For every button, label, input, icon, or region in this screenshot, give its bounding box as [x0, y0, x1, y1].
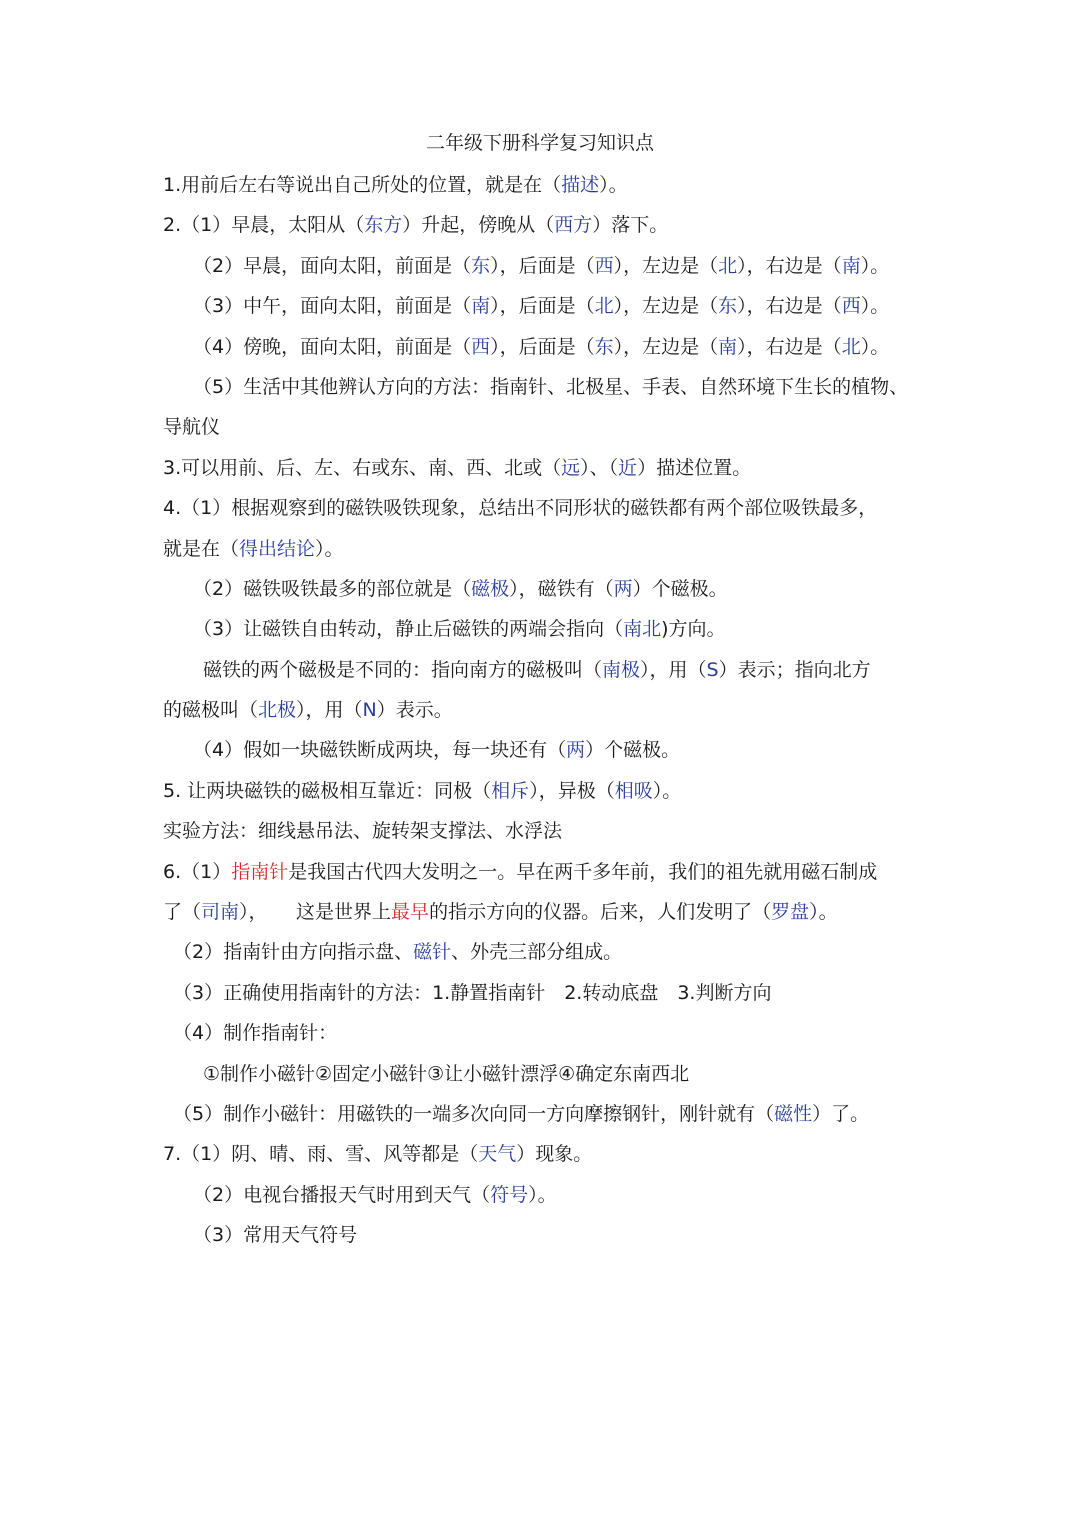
line-text: （5）生活中其他辨认方向的方法：指南针、北极星、手表、自然环境下生长的植物、	[193, 375, 909, 398]
line-text: （5）制作小磁针：用磁铁的一端多次向同一方向摩擦钢针，刚针就有（	[173, 1102, 775, 1125]
text-line	[0, 250, 1080, 290]
answer-text: 两	[613, 577, 633, 600]
answer-text: 东	[471, 254, 491, 277]
answer-text: 东方	[364, 214, 403, 237]
line-text: 6.（1）	[163, 860, 232, 883]
line-text: （4）傍晚，面向太阳，前面是（	[193, 335, 472, 358]
answer-text: 罗盘	[771, 901, 810, 924]
text-line	[0, 1017, 1080, 1057]
document-title: 二年级下册科学复习知识点	[425, 132, 654, 154]
line-text: 3.可以用前、后、左、右或东、南、西、北或（	[163, 456, 562, 479]
line-text: （3）让磁铁自由转动，静止后磁铁的两端会指向（	[193, 618, 624, 641]
line-text: )方向。	[661, 618, 726, 641]
line-text: （3）中午，面向太阳，前面是（	[193, 295, 472, 318]
text-line	[0, 694, 1080, 734]
line-text: 的磁极叫（	[163, 699, 259, 722]
answer-text: 两	[566, 739, 586, 762]
line-text: ）。	[652, 779, 682, 802]
line-text: （3）正确使用指南针的方法：1.静置指南针 2.转动底盘 3.判断方向	[173, 981, 772, 1004]
text-line	[0, 290, 1080, 330]
answer-text: 南	[841, 254, 861, 277]
line-text: ）表示；指向北方	[718, 658, 871, 681]
text-line	[0, 856, 1080, 896]
document-body	[0, 169, 1080, 1260]
answer-text: 符号	[490, 1183, 529, 1206]
text-line	[0, 896, 1080, 936]
text-line	[0, 977, 1080, 1017]
line-text: ），左边是（	[613, 295, 719, 318]
line-text: ）。	[528, 1183, 557, 1206]
line-text: ）。	[315, 537, 344, 560]
line-text: ）。	[599, 174, 628, 196]
answer-text: 南极	[602, 658, 641, 681]
text-line	[0, 936, 1080, 976]
answer-text: 西	[841, 295, 861, 318]
line-text: 的指示方向的仪器。后来，人们发明了（	[429, 901, 772, 924]
text-line	[0, 1058, 1080, 1098]
line-text: ）现象。	[516, 1143, 593, 1166]
answer-text: 近	[618, 456, 638, 479]
line-text: （2）指南针由方向指示盘、	[173, 941, 414, 964]
answer-text: 北	[718, 254, 738, 277]
line-text: ）。	[809, 901, 838, 924]
line-text: 磁铁的两个磁极是不同的：指向南方的磁极叫（	[203, 658, 603, 681]
line-text: ）。	[860, 254, 890, 277]
answer-text: 北	[841, 335, 861, 358]
line-text: ）升起，傍晚从（	[402, 214, 555, 237]
line-text: ），右边是（	[737, 335, 842, 358]
line-text: （4）制作指南针：	[173, 1022, 338, 1045]
text-line	[0, 452, 1080, 492]
answer-text: 北	[594, 295, 614, 318]
text-line	[0, 533, 1080, 573]
text-line	[0, 1098, 1080, 1138]
answer-text: 东	[718, 295, 738, 318]
highlight-text: 最早	[391, 901, 430, 924]
line-text: （3）常用天气符号	[193, 1224, 358, 1247]
line-text: （2）电视台播报天气时用到天气（	[193, 1183, 491, 1206]
line-text: 5. 让两块磁铁的磁极相互靠近：同极（	[163, 779, 492, 802]
line-text: ），右边是（	[737, 254, 842, 277]
text-line	[0, 573, 1080, 613]
answer-text: 西	[594, 254, 614, 277]
answer-text: 南	[471, 295, 491, 318]
answer-text: 远	[561, 456, 581, 479]
line-text: 4.（1）根据观察到的磁铁吸铁现象，总结出不同形状的磁铁都有两个部位吸铁最多，	[163, 497, 878, 520]
line-text: 2.（1）早晨，太阳从（	[163, 214, 365, 237]
line-text: ），后面是（	[490, 254, 595, 277]
answer-text: 西方	[554, 214, 593, 237]
highlight-text: 指南针	[231, 860, 289, 883]
line-text: ）， 这是世界上	[239, 901, 392, 924]
line-text: ①制作小磁针②固定小磁针③让小磁针漂浮④确定东南西北	[203, 1062, 690, 1085]
line-text: 了（	[163, 901, 202, 924]
line-text: ）表示。	[376, 699, 453, 722]
answer-text: N	[362, 699, 377, 722]
answer-text: S	[706, 658, 719, 681]
answer-text: 磁性	[774, 1102, 813, 1125]
answer-text: 相斥	[491, 779, 530, 802]
line-text: （4）假如一块磁铁断成两块，每一块还有（	[193, 739, 567, 762]
answer-text: 描述	[561, 174, 600, 196]
line-text: ）、（	[580, 456, 619, 479]
line-text: ）描述位置。	[637, 456, 752, 479]
text-line	[0, 654, 1080, 694]
text-line	[0, 1179, 1080, 1219]
text-line	[0, 371, 1080, 411]
line-text: 1.用前后左右等说出自己所处的位置，就是在（	[163, 174, 562, 196]
line-text: 就是在（	[163, 537, 240, 560]
line-text: ）了。	[812, 1102, 870, 1125]
text-line	[0, 1219, 1080, 1259]
line-text: 、外壳三部分组成。	[451, 941, 623, 964]
line-text: 7.（1）阴、晴、雨、雪、风等都是（	[163, 1143, 479, 1166]
line-text: 是我国古代四大发明之一。早在两千多年前，我们的祖先就用磁石制成	[288, 860, 878, 883]
text-line	[0, 169, 1080, 209]
answer-text: 南北	[623, 618, 662, 641]
answer-text: 司南	[201, 901, 240, 924]
text-line	[0, 411, 1080, 451]
answer-text: 东	[594, 335, 614, 358]
text-line	[0, 613, 1080, 653]
line-text: ），左边是（	[613, 335, 719, 358]
text-line	[0, 492, 1080, 532]
line-text: ），后面是（	[490, 335, 595, 358]
text-line	[0, 1138, 1080, 1178]
line-text: ），磁铁有（	[509, 577, 614, 600]
text-line	[0, 209, 1080, 249]
line-text: （2）磁铁吸铁最多的部位就是（	[193, 577, 472, 600]
answer-text: 西	[471, 335, 491, 358]
answer-text: 磁针	[413, 941, 452, 964]
line-text: ）落下。	[592, 214, 669, 237]
line-text: 导航仪	[163, 416, 221, 439]
line-text: ）个磁极。	[585, 739, 681, 762]
answer-text: 相吸	[614, 779, 653, 802]
text-line	[0, 734, 1080, 774]
line-text: 实验方法：细线悬吊法、旋转架支撑法、水浮法	[163, 820, 563, 843]
text-line	[0, 775, 1080, 815]
answer-text: 北极	[258, 699, 297, 722]
line-text: ），异极（	[529, 779, 615, 802]
line-text: ），用（	[296, 699, 363, 722]
line-text: ），右边是（	[737, 295, 842, 318]
answer-text: 得出结论	[239, 537, 316, 560]
answer-text: 磁极	[471, 577, 510, 600]
line-text: ），后面是（	[490, 295, 595, 318]
line-text: （2）早晨，面向太阳，前面是（	[193, 254, 472, 277]
line-text: ），左边是（	[613, 254, 719, 277]
answer-text: 天气	[478, 1143, 517, 1166]
line-text: ）个磁极。	[632, 577, 728, 600]
text-line	[0, 331, 1080, 371]
line-text: ）。	[860, 335, 890, 358]
line-text: ），用（	[640, 658, 707, 681]
answer-text: 南	[718, 335, 738, 358]
line-text: ）。	[860, 295, 890, 318]
text-line	[0, 815, 1080, 855]
